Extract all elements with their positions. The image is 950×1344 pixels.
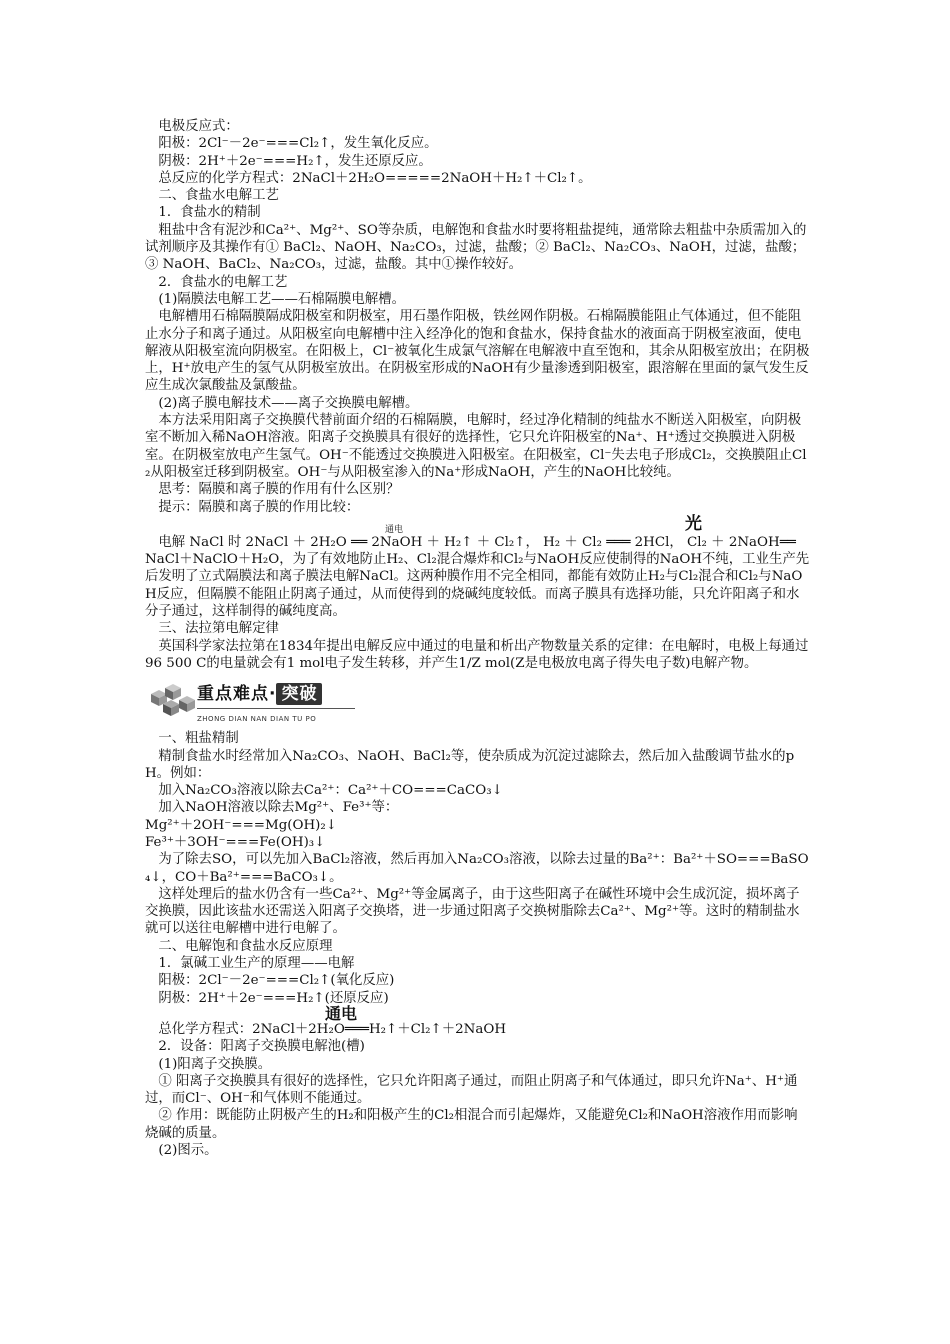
paragraph: ② 作用：既能防止阴极产生的H₂和阳极产生的Cl₂相混合而引起爆炸，又能避免Cl₂和NaOH溶液作用而影响烧碱的质量。	[145, 1108, 798, 1141]
cubes-logo-icon	[145, 680, 201, 720]
key-points-banner	[145, 676, 810, 728]
condition-labels	[145, 1003, 810, 1023]
equation-line: Fe³⁺＋3OH⁻===Fe(OH)₃↓	[145, 834, 326, 850]
subsection-heading: (1)隔膜法电解工艺——石棉隔膜电解槽。	[158, 291, 405, 307]
banner-tag: 突破	[276, 683, 322, 705]
text-line: 思考：隔膜和离子膜的作用有什么区别？	[158, 482, 400, 498]
banner-pinyin: ZHONG DIAN NAN DIAN TU PO	[197, 715, 317, 724]
paragraph: 粗盐中含有泥沙和Ca²⁺、Mg²⁺、SO等杂质，电解饱和食盐水时要将粗盐提纯，通常除去粗盐中杂质需加入的试剂顺序及其操作有① BaCl₂、NaOH、Na₂CO₃，过滤，盐酸；② BaCl₂、Na₂CO₃、NaOH，过滤，盐酸；③ NaOH、BaCl₂、Na₂CO₃，过滤，盐酸。其中①操作较好。	[145, 222, 807, 273]
text-line: 加入NaOH溶液以除去Mg²⁺、Fe³⁺等：	[158, 800, 399, 816]
paragraph: 英国科学家法拉第在1834年提出电解反应中通过的电量和析出产物数量关系的定律：在电解时，电极上每通过96 500 C的电量就会有1 mol电子发生转移，并产生1/Z mol(Z是电极放电离子得失电子数)电解产物。	[145, 638, 809, 671]
paragraph: ① 阳离子交换膜具有很好的选择性，它只允许阳离子通过，而阻止阴离子和气体通过，即只允许Na⁺、H⁺通过，而Cl⁻、OH⁻和气体则不能通过。	[145, 1073, 798, 1107]
section-heading: 三、法拉第电解定律	[158, 621, 279, 637]
equation-line: Mg²⁺＋2OH⁻===Mg(OH)₂↓	[145, 817, 337, 833]
text-line: 阳极：2Cl⁻－2e⁻===Cl₂↑，发生氧化反应。	[158, 136, 438, 152]
banner-divider	[197, 708, 355, 709]
document-page	[145, 118, 810, 1159]
condition-labels	[145, 513, 810, 535]
text-line: 加入Na₂CO₃溶液以除去Ca²⁺：Ca²⁺＋CO===CaCO₃↓	[158, 783, 503, 799]
text-line: 阴极：2H⁺＋2e⁻===H₂↑，发生还原反应。	[158, 153, 432, 169]
paragraph: 精制食盐水时经常加入Na₂CO₃、NaOH、BaCl₂等，使杂质成为沉淀过滤除去，然后加入盐酸调节盐水的pH。例如：	[145, 748, 795, 781]
text-line: 阳极：2Cl⁻－2e⁻===Cl₂↑(氧化反应)	[158, 973, 395, 989]
paragraph: 这样处理后的盐水仍含有一些Ca²⁺、Mg²⁺等金属离子，由于这些阳离子在碱性环境中会生成沉淀，损坏离子交换膜，因此该盐水还需送入阳离子交换塔，进一步通过阳离子交换树脂除去Ca²⁺、Mg²⁺等。这时的精制盐水就可以送往电解槽中进行电解了。	[145, 886, 800, 937]
banner-title	[197, 686, 322, 708]
subsection-heading: (2)离子膜电解技术——离子交换膜电解槽。	[158, 395, 419, 411]
text-line: 阴极：2H⁺＋2e⁻===H₂↑(还原反应)	[158, 990, 389, 1006]
text-line: 电极反应式：	[158, 119, 239, 134]
light-condition-label: 光	[685, 513, 702, 534]
subsection-heading: 1．氯碱工业生产的原理——电解	[158, 956, 355, 972]
paragraph: 电解 NaCl 时 2NaCl ＋ 2H₂O ══ 2NaOH ＋ H₂↑ ＋ Cl₂↑， H₂ ＋ Cl₂ ═══ 2HCl， Cl₂ ＋ 2NaOH══ NaCl＋NaClO＋H₂O，为了有效地防止H₂、Cl₂混合爆炸和Cl₂与NaOH反应使制得的NaOH不纯，工业生产先后发明了立式隔膜法和离子膜法电解NaCl。这两种膜作用不完全相同，都能有效防止H₂与Cl₂混合和Cl₂与NaOH反应，但隔膜不能阻止阴离子通过，从而使得到的烧碱纯度较低。而离子膜具有选择功能，只允许阳离子和水分子通过，这样制得的碱纯度高。	[145, 534, 810, 620]
text-line: 提示：隔膜和离子膜的作用比较：	[158, 499, 360, 515]
text-line: (2)图示。	[158, 1143, 218, 1159]
electrolysis-condition-label: 通电	[385, 524, 404, 535]
subsection-heading: 1．食盐水的精制	[158, 205, 261, 221]
section-heading: 二、食盐水电解工艺	[158, 188, 279, 204]
section-heading: 一、粗盐精制	[158, 731, 239, 747]
subsection-heading: 2．设备：阳离子交换膜电解池(槽)	[158, 1039, 365, 1055]
banner-title-text: 重点难点·	[197, 684, 277, 705]
electrolysis-condition-label: 通电	[325, 1003, 358, 1023]
subsection-heading: 2．食盐水的电解工艺	[158, 274, 288, 290]
subsection-heading: (1)阳离子交换膜。	[158, 1056, 272, 1072]
paragraph: 电解槽用石棉隔膜隔成阳极室和阴极室，用石墨作阳极，铁丝网作阴极。石棉隔膜能阻止气体通过，但不能阻止水分子和离子通过。从阳极室向电解槽中注入经净化的饱和食盐水，保持食盐水的液面高于阴极室液面，使电解液从阳极室流向阴极室。在阳极上，Cl⁻被氧化生成氯气溶解在电解液中直至饱和，其余从阳极室放出；在阴极上，H⁺放电产生的氢气从阴极室放出。在阴极室形成的NaOH有少量渗透到阳极室，跟溶解在里面的氯气发生反应生成次氯酸盐及氯酸盐。	[145, 309, 810, 394]
paragraph: 本方法采用阳离子交换膜代替前面介绍的石棉隔膜，电解时，经过净化精制的纯盐水不断送入阳极室，向阴极室不断加入稀NaOH溶液。阳离子交换膜具有很好的选择性，它只允许阳极室的Na⁺、H⁺透过交换膜进入阴极室。在阴极室放电产生氢气。OH⁻不能透过交换膜进入阳极室。在阳极室，Cl⁻失去电子形成Cl₂，交换膜阻止Cl₂从阳极室迁移到阴极室。OH⁻与从阳极室渗入的Na⁺形成NaOH，产生的NaOH比较纯。	[145, 413, 807, 480]
paragraph: 为了除去SO，可以先加入BaCl₂溶液，然后再加入Na₂CO₃溶液，以除去过量的Ba²⁺：Ba²⁺＋SO===BaSO₄↓，CO＋Ba²⁺===BaCO₃↓。	[145, 852, 809, 885]
text-line: 总反应的化学方程式：2NaCl＋2H₂O=====2NaOH＋H₂↑＋Cl₂↑。	[158, 170, 592, 186]
section-heading: 二、电解饱和食盐水反应原理	[158, 938, 333, 954]
equation-line: 总化学方程式：2NaCl＋2H₂O═══H₂↑＋Cl₂↑＋2NaOH	[158, 1021, 507, 1037]
